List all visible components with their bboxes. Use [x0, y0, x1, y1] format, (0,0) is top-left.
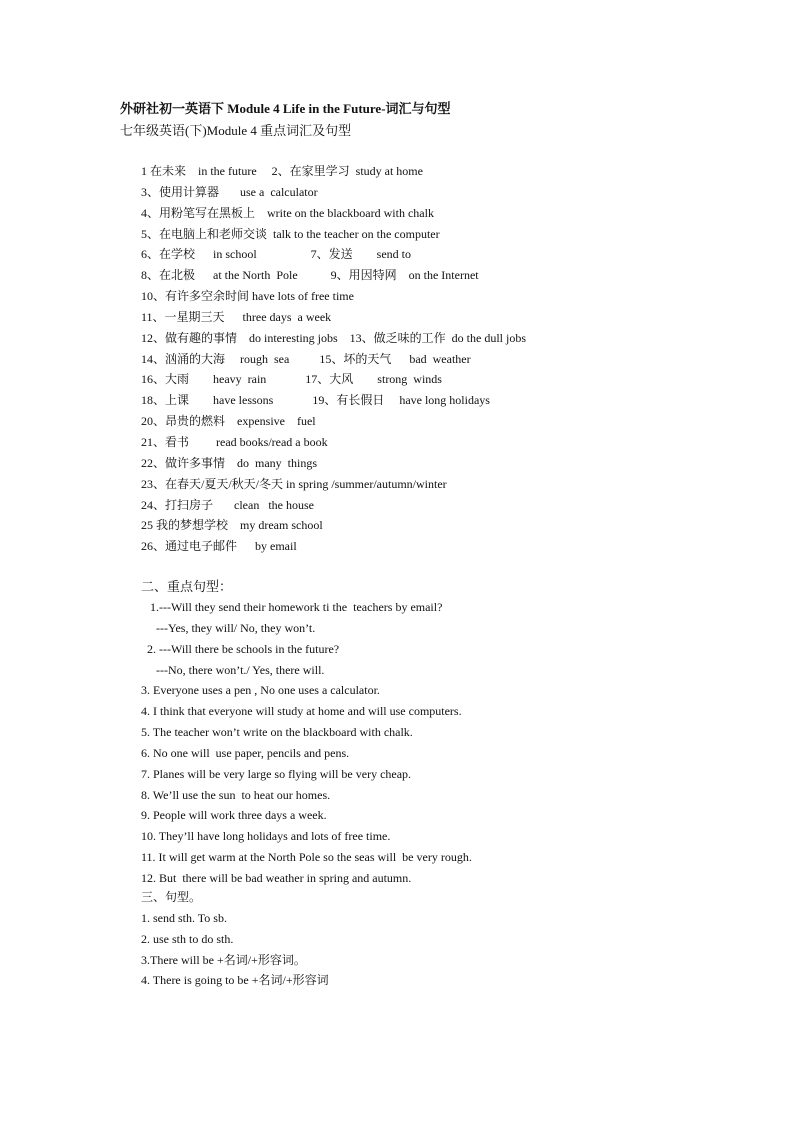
sentence-line: 10. They’ll have long holidays and lots of free time.: [141, 829, 391, 844]
vocab-line: 24、打扫房子 clean the house: [141, 497, 314, 512]
vocab-line: 12、做有趣的事情 do interesting jobs 13、做乏味的工作 do the dull jobs: [141, 330, 526, 345]
key-sentence-list: [141, 597, 472, 889]
sentence-line: 11. It will get warm at the North Pole so the seas will be very rough.: [141, 850, 472, 865]
vocab-line: 26、通过电子邮件 by email: [141, 539, 297, 554]
vocab-line: 16、大雨 heavy rain 17、大风 strong winds: [141, 372, 442, 387]
sentence-line: 12. But there will be bad weather in spring and autumn.: [141, 870, 412, 885]
vocab-line: 18、上课 have lessons 19、有长假日 have long holidays: [141, 393, 490, 408]
sentence-line: 3. Everyone uses a pen , No one uses a calculator.: [141, 683, 380, 698]
vocab-line: 4、用粉笔写在黑板上 write on the blackboard with chalk: [141, 205, 434, 220]
sentence-line: ---No, there won’t./ Yes, there will.: [141, 662, 325, 677]
sentence-line: ---Yes, they will/ No, they won’t.: [141, 620, 316, 635]
vocab-line: 10、有许多空余时间 have lots of free time: [141, 289, 354, 304]
sentence-line: 9. People will work three days a week.: [141, 808, 327, 823]
pattern-line: 4. There is going to be +名词/+形容词: [141, 973, 329, 988]
vocabulary-list: [141, 161, 526, 557]
vocab-line: 22、做许多事情 do many things: [141, 455, 317, 470]
document-subtitle: 七年级英语(下)Module 4 重点词汇及句型: [120, 123, 352, 138]
sentence-line: 5. The teacher won’t write on the blackboard with chalk.: [141, 725, 413, 740]
vocab-line: 25 我的梦想学校 my dream school: [141, 518, 323, 533]
pattern-section: [141, 887, 329, 991]
vocab-line: 3、使用计算器 use a calculator: [141, 184, 318, 199]
sentence-line: 7. Planes will be very large so flying will be very cheap.: [141, 766, 412, 781]
vocab-line: 20、昂贵的燃料 expensive fuel: [141, 414, 316, 429]
pattern-line: 2. use sth to do sth.: [141, 931, 234, 946]
sentence-line: 2. ---Will there be schools in the future?: [141, 641, 340, 656]
sentence-line: 4. I think that everyone will study at home and will use computers.: [141, 704, 462, 719]
section-3-title: 三、句型。: [141, 890, 202, 904]
vocab-line: 11、一星期三天 three days a week: [141, 309, 332, 324]
pattern-line: 1. send sth. To sb.: [141, 910, 227, 925]
sentence-line: 1.---Will they send their homework ti the teachers by email?: [141, 600, 443, 614]
pattern-line: 3.There will be +名词/+形容词。: [141, 952, 306, 967]
sentence-line: 6. No one will use paper, pencils and pens.: [141, 745, 350, 760]
vocab-line: 8、在北极 at the North Pole 9、用因特网 on the Internet: [141, 268, 479, 283]
vocab-line: 21、看书 read books/read a book: [141, 434, 328, 449]
section-2-title: 二、重点句型：: [141, 579, 233, 594]
sentence-line: 8. We’ll use the sun to heat our homes.: [141, 787, 331, 802]
vocab-line: 14、汹涌的大海 rough sea 15、坏的天气 bad weather: [141, 351, 471, 366]
vocab-line: 6、在学校 in school 7、发送 send to: [141, 247, 411, 262]
document-title: 外研社初一英语下 Module 4 Life in the Future-词汇与句型: [120, 101, 451, 116]
vocab-line: 5、在电脑上和老师交谈 talk to the teacher on the computer: [141, 226, 440, 241]
vocab-line: 1 在未来 in the future 2、在家里学习 study at home: [141, 164, 423, 178]
vocab-line: 23、在春天/夏天/秋天/冬天 in spring /summer/autumn/winter: [141, 476, 447, 491]
